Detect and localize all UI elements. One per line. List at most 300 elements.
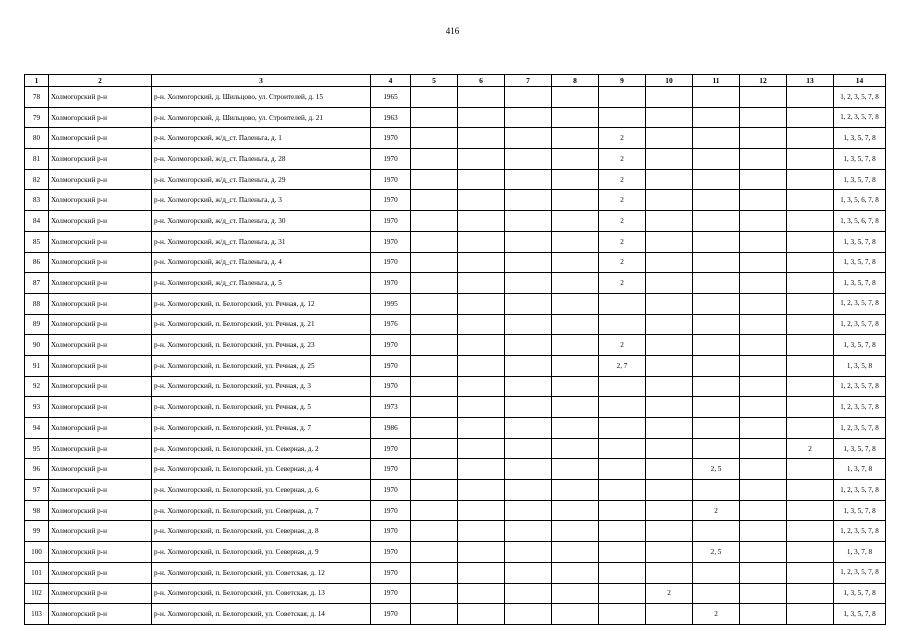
col-12-cell (740, 562, 787, 583)
col-13-cell (787, 418, 834, 439)
table-row (25, 542, 886, 563)
address-cell: р-н. Холмогорский, п. Белогорский, ул. Северная, д. 4 (152, 459, 371, 480)
table-row (25, 169, 886, 190)
col-5-cell (411, 500, 458, 521)
table-row (25, 355, 886, 376)
col-8-cell (552, 521, 599, 542)
year-cell: 1970 (371, 211, 411, 232)
col-13-cell (787, 128, 834, 149)
col-12-cell (740, 459, 787, 480)
col-8-cell (552, 107, 599, 128)
col-7-cell (505, 107, 552, 128)
district-cell: Холмогорский р-н (49, 169, 152, 190)
address-cell: р-н. Холмогорский, ж/д_ст. Паленьга, д. 1 (152, 128, 371, 149)
year-cell: 1970 (371, 335, 411, 356)
col-14-cell: 1, 2, 3, 5, 7, 8 (834, 480, 886, 501)
col-9-cell: 2 (599, 211, 646, 232)
col-7-cell (505, 459, 552, 480)
col-5-cell (411, 314, 458, 335)
year-cell: 1973 (371, 397, 411, 418)
col-11-cell (693, 314, 740, 335)
col-14-cell: 1, 2, 3, 5, 7, 8 (834, 314, 886, 335)
district-cell: Холмогорский р-н (49, 418, 152, 439)
year-cell: 1970 (371, 562, 411, 583)
col-5-cell (411, 169, 458, 190)
col-11-cell (693, 293, 740, 314)
col-11-cell (693, 169, 740, 190)
col-7-cell (505, 562, 552, 583)
col-6-cell (458, 252, 505, 273)
col-12-cell (740, 107, 787, 128)
col-9-cell: 2 (599, 169, 646, 190)
col-13-cell (787, 480, 834, 501)
col-6-cell (458, 480, 505, 501)
col-9-cell: 2 (599, 273, 646, 294)
col-12-cell (740, 190, 787, 211)
row-number-cell: 78 (25, 87, 49, 108)
col-10-cell (646, 459, 693, 480)
row-number-cell: 88 (25, 293, 49, 314)
col-7-cell (505, 376, 552, 397)
row-number-cell: 101 (25, 562, 49, 583)
col-6-cell (458, 273, 505, 294)
col-8-cell (552, 397, 599, 418)
col-7-cell (505, 87, 552, 108)
col-8-cell (552, 355, 599, 376)
col-9-cell (599, 397, 646, 418)
col-11-cell (693, 190, 740, 211)
col-11-cell (693, 128, 740, 149)
year-cell: 1965 (371, 87, 411, 108)
address-cell: р-н. Холмогорский, п. Белогорский, ул. Северная, д. 7 (152, 500, 371, 521)
col-13-cell (787, 521, 834, 542)
row-number-cell: 98 (25, 500, 49, 521)
district-cell: Холмогорский р-н (49, 128, 152, 149)
col-11-cell (693, 211, 740, 232)
col-10-cell: 2 (646, 583, 693, 604)
district-cell: Холмогорский р-н (49, 355, 152, 376)
col-13-cell (787, 500, 834, 521)
col-5-cell (411, 418, 458, 439)
col-13-cell (787, 314, 834, 335)
col-13-cell (787, 149, 834, 170)
district-cell: Холмогорский р-н (49, 149, 152, 170)
row-number-cell: 99 (25, 521, 49, 542)
col-7-cell (505, 252, 552, 273)
col-11-cell (693, 397, 740, 418)
table-row (25, 397, 886, 418)
address-cell: р-н. Холмогорский, п. Белогорский, ул. Северная, д. 6 (152, 480, 371, 501)
year-cell: 1970 (371, 149, 411, 170)
address-cell: р-н. Холмогорский, п. Белогорский, ул. Речная, д. 3 (152, 376, 371, 397)
col-13-cell (787, 293, 834, 314)
col-7-cell (505, 314, 552, 335)
col-6-cell (458, 231, 505, 252)
col-14-cell: 1, 3, 5, 6, 7, 8 (834, 190, 886, 211)
col-14-cell: 1, 2, 3, 5, 7, 8 (834, 521, 886, 542)
col-8-cell (552, 480, 599, 501)
column-header-5: 5 (411, 75, 458, 87)
col-13-cell (787, 273, 834, 294)
col-9-cell (599, 521, 646, 542)
col-14-cell: 1, 3, 7, 8 (834, 542, 886, 563)
col-8-cell (552, 604, 599, 625)
col-5-cell (411, 438, 458, 459)
col-14-cell: 1, 3, 5, 7, 8 (834, 149, 886, 170)
district-cell: Холмогорский р-н (49, 604, 152, 625)
table-row (25, 107, 886, 128)
address-cell: р-н. Холмогорский, ж/д_ст. Паленьга, д. 4 (152, 252, 371, 273)
row-number-cell: 94 (25, 418, 49, 439)
year-cell: 1986 (371, 418, 411, 439)
address-cell: р-н. Холмогорский, п. Белогорский, ул. Советская, д. 13 (152, 583, 371, 604)
col-13-cell (787, 87, 834, 108)
row-number-cell: 81 (25, 149, 49, 170)
col-12-cell (740, 169, 787, 190)
table-row (25, 87, 886, 108)
col-14-cell: 1, 2, 3, 5, 7, 8 (834, 397, 886, 418)
col-9-cell: 2, 7 (599, 355, 646, 376)
col-14-cell: 1, 3, 5, 7, 8 (834, 273, 886, 294)
col-7-cell (505, 583, 552, 604)
col-12-cell (740, 211, 787, 232)
address-cell: р-н. Холмогорский, п. Белогорский, ул. Советская, д. 12 (152, 562, 371, 583)
col-9-cell (599, 418, 646, 439)
col-12-cell (740, 252, 787, 273)
col-14-cell: 1, 3, 7, 8 (834, 459, 886, 480)
col-7-cell (505, 335, 552, 356)
col-8-cell (552, 128, 599, 149)
col-11-cell (693, 583, 740, 604)
col-9-cell: 2 (599, 252, 646, 273)
col-11-cell: 2, 5 (693, 542, 740, 563)
year-cell: 1963 (371, 107, 411, 128)
address-cell: р-н. Холмогорский, п. Белогорский, ул. Советская, д. 14 (152, 604, 371, 625)
col-7-cell (505, 542, 552, 563)
col-12-cell (740, 397, 787, 418)
col-5-cell (411, 87, 458, 108)
row-number-cell: 96 (25, 459, 49, 480)
address-cell: р-н. Холмогорский, п. Белогорский, ул. Северная, д. 8 (152, 521, 371, 542)
col-5-cell (411, 562, 458, 583)
table-row (25, 480, 886, 501)
district-cell: Холмогорский р-н (49, 107, 152, 128)
col-10-cell (646, 480, 693, 501)
address-cell: р-н. Холмогорский, ж/д_ст. Паленьга, д. 3 (152, 190, 371, 211)
col-11-cell: 2, 5 (693, 459, 740, 480)
col-11-cell (693, 231, 740, 252)
col-11-cell (693, 418, 740, 439)
col-5-cell (411, 355, 458, 376)
col-7-cell (505, 211, 552, 232)
col-10-cell (646, 335, 693, 356)
address-cell: р-н. Холмогорский, п. Белогорский, ул. Речная, д. 5 (152, 397, 371, 418)
district-cell: Холмогорский р-н (49, 583, 152, 604)
col-6-cell (458, 459, 505, 480)
district-cell: Холмогорский р-н (49, 231, 152, 252)
col-11-cell (693, 273, 740, 294)
col-12-cell (740, 500, 787, 521)
col-7-cell (505, 273, 552, 294)
col-14-cell: 1, 3, 5, 8 (834, 355, 886, 376)
col-10-cell (646, 397, 693, 418)
col-8-cell (552, 583, 599, 604)
col-10-cell (646, 273, 693, 294)
col-10-cell (646, 211, 693, 232)
col-6-cell (458, 604, 505, 625)
col-5-cell (411, 480, 458, 501)
col-10-cell (646, 87, 693, 108)
col-12-cell (740, 231, 787, 252)
col-9-cell (599, 583, 646, 604)
col-13-cell (787, 376, 834, 397)
address-cell: р-н. Холмогорский, п. Белогорский, ул. Речная, д. 25 (152, 355, 371, 376)
year-cell: 1995 (371, 293, 411, 314)
col-9-cell (599, 314, 646, 335)
col-7-cell (505, 293, 552, 314)
col-10-cell (646, 169, 693, 190)
col-11-cell (693, 480, 740, 501)
col-12-cell (740, 335, 787, 356)
district-cell: Холмогорский р-н (49, 562, 152, 583)
row-number-cell: 100 (25, 542, 49, 563)
col-13-cell (787, 107, 834, 128)
col-8-cell (552, 252, 599, 273)
address-cell: р-н. Холмогорский, п. Белогорский, ул. Северная, д. 2 (152, 438, 371, 459)
address-cell: р-н. Холмогорский, п. Белогорский, ул. Речная, д. 21 (152, 314, 371, 335)
column-header-3: 3 (152, 75, 371, 87)
col-12-cell (740, 542, 787, 563)
address-cell: р-н. Холмогорский, ж/д_ст. Паленьга, д. 29 (152, 169, 371, 190)
col-8-cell (552, 211, 599, 232)
col-10-cell (646, 500, 693, 521)
table-row (25, 252, 886, 273)
col-14-cell: 1, 3, 5, 6, 7, 8 (834, 211, 886, 232)
col-9-cell (599, 562, 646, 583)
col-7-cell (505, 128, 552, 149)
col-11-cell: 2 (693, 604, 740, 625)
col-9-cell (599, 604, 646, 625)
column-header-8: 8 (552, 75, 599, 87)
table-row (25, 500, 886, 521)
column-header-14: 14 (834, 75, 886, 87)
table-row (25, 604, 886, 625)
col-10-cell (646, 521, 693, 542)
col-8-cell (552, 335, 599, 356)
col-13-cell (787, 355, 834, 376)
col-14-cell: 1, 3, 5, 7, 8 (834, 231, 886, 252)
column-header-4: 4 (371, 75, 411, 87)
col-14-cell: 1, 2, 3, 5, 7, 8 (834, 293, 886, 314)
col-5-cell (411, 583, 458, 604)
row-number-cell: 103 (25, 604, 49, 625)
col-10-cell (646, 355, 693, 376)
year-cell: 1970 (371, 128, 411, 149)
col-8-cell (552, 273, 599, 294)
col-8-cell (552, 169, 599, 190)
col-14-cell: 1, 2, 3, 5, 7, 8 (834, 107, 886, 128)
col-9-cell (599, 376, 646, 397)
page-number: 416 (445, 26, 460, 36)
col-5-cell (411, 128, 458, 149)
col-11-cell (693, 107, 740, 128)
col-9-cell (599, 438, 646, 459)
address-cell: р-н. Холмогорский, п. Белогорский, ул. Речная, д. 7 (152, 418, 371, 439)
col-6-cell (458, 418, 505, 439)
col-6-cell (458, 211, 505, 232)
col-13-cell (787, 190, 834, 211)
table-row (25, 376, 886, 397)
col-9-cell (599, 480, 646, 501)
col-14-cell: 1, 3, 5, 7, 8 (834, 438, 886, 459)
district-cell: Холмогорский р-н (49, 376, 152, 397)
col-5-cell (411, 149, 458, 170)
row-number-cell: 87 (25, 273, 49, 294)
row-number-cell: 89 (25, 314, 49, 335)
col-8-cell (552, 438, 599, 459)
col-6-cell (458, 521, 505, 542)
col-6-cell (458, 335, 505, 356)
column-header-10: 10 (646, 75, 693, 87)
col-13-cell (787, 583, 834, 604)
col-5-cell (411, 252, 458, 273)
row-number-cell: 86 (25, 252, 49, 273)
row-number-cell: 85 (25, 231, 49, 252)
col-11-cell (693, 438, 740, 459)
col-14-cell: 1, 2, 3, 5, 7, 8 (834, 418, 886, 439)
col-11-cell (693, 149, 740, 170)
year-cell: 1970 (371, 459, 411, 480)
col-5-cell (411, 542, 458, 563)
col-9-cell (599, 542, 646, 563)
col-12-cell (740, 604, 787, 625)
col-6-cell (458, 438, 505, 459)
col-8-cell (552, 87, 599, 108)
year-cell: 1970 (371, 500, 411, 521)
address-cell: р-н. Холмогорский, д. Шильцово, ул. Строителей, д. 21 (152, 107, 371, 128)
col-14-cell: 1, 2, 3, 5, 7, 8 (834, 376, 886, 397)
year-cell: 1970 (371, 521, 411, 542)
col-10-cell (646, 314, 693, 335)
col-13-cell (787, 169, 834, 190)
col-13-cell (787, 231, 834, 252)
table-row (25, 149, 886, 170)
col-6-cell (458, 355, 505, 376)
col-5-cell (411, 211, 458, 232)
col-12-cell (740, 438, 787, 459)
year-cell: 1970 (371, 542, 411, 563)
col-8-cell (552, 500, 599, 521)
col-8-cell (552, 418, 599, 439)
table-row (25, 418, 886, 439)
column-header-7: 7 (505, 75, 552, 87)
col-12-cell (740, 87, 787, 108)
col-9-cell (599, 107, 646, 128)
col-13-cell (787, 459, 834, 480)
col-9-cell (599, 293, 646, 314)
col-6-cell (458, 562, 505, 583)
district-cell: Холмогорский р-н (49, 211, 152, 232)
year-cell: 1970 (371, 231, 411, 252)
year-cell: 1970 (371, 604, 411, 625)
column-header-1: 1 (25, 75, 49, 87)
col-14-cell: 1, 3, 5, 7, 8 (834, 169, 886, 190)
col-11-cell (693, 521, 740, 542)
row-number-cell: 91 (25, 355, 49, 376)
col-7-cell (505, 480, 552, 501)
district-cell: Холмогорский р-н (49, 190, 152, 211)
col-7-cell (505, 500, 552, 521)
col-14-cell: 1, 2, 3, 5, 7, 8 (834, 562, 886, 583)
col-10-cell (646, 542, 693, 563)
col-5-cell (411, 335, 458, 356)
col-12-cell (740, 355, 787, 376)
col-13-cell (787, 211, 834, 232)
col-7-cell (505, 604, 552, 625)
col-5-cell (411, 231, 458, 252)
col-8-cell (552, 376, 599, 397)
col-12-cell (740, 128, 787, 149)
row-number-cell: 95 (25, 438, 49, 459)
col-14-cell: 1, 3, 5, 7, 8 (834, 252, 886, 273)
year-cell: 1970 (371, 252, 411, 273)
col-8-cell (552, 459, 599, 480)
table-row (25, 335, 886, 356)
table-header-row (25, 75, 886, 87)
col-13-cell (787, 397, 834, 418)
col-9-cell (599, 500, 646, 521)
col-12-cell (740, 149, 787, 170)
col-7-cell (505, 438, 552, 459)
col-8-cell (552, 562, 599, 583)
col-13-cell: 2 (787, 438, 834, 459)
column-header-9: 9 (599, 75, 646, 87)
col-6-cell (458, 397, 505, 418)
row-number-cell: 79 (25, 107, 49, 128)
year-cell: 1970 (371, 190, 411, 211)
col-12-cell (740, 293, 787, 314)
col-10-cell (646, 107, 693, 128)
col-10-cell (646, 376, 693, 397)
district-cell: Холмогорский р-н (49, 293, 152, 314)
col-10-cell (646, 190, 693, 211)
address-cell: р-н. Холмогорский, ж/д_ст. Паленьга, д. 28 (152, 149, 371, 170)
col-5-cell (411, 376, 458, 397)
col-7-cell (505, 190, 552, 211)
table-row (25, 521, 886, 542)
col-5-cell (411, 459, 458, 480)
col-13-cell (787, 604, 834, 625)
col-14-cell: 1, 2, 3, 5, 7, 8 (834, 87, 886, 108)
row-number-cell: 102 (25, 583, 49, 604)
table-row (25, 583, 886, 604)
col-11-cell (693, 355, 740, 376)
col-6-cell (458, 314, 505, 335)
table-row (25, 273, 886, 294)
col-10-cell (646, 231, 693, 252)
district-cell: Холмогорский р-н (49, 459, 152, 480)
col-11-cell (693, 335, 740, 356)
table-row (25, 562, 886, 583)
district-cell: Холмогорский р-н (49, 500, 152, 521)
district-cell: Холмогорский р-н (49, 273, 152, 294)
col-10-cell (646, 418, 693, 439)
year-cell: 1970 (371, 583, 411, 604)
column-header-12: 12 (740, 75, 787, 87)
col-6-cell (458, 542, 505, 563)
row-number-cell: 82 (25, 169, 49, 190)
col-5-cell (411, 190, 458, 211)
